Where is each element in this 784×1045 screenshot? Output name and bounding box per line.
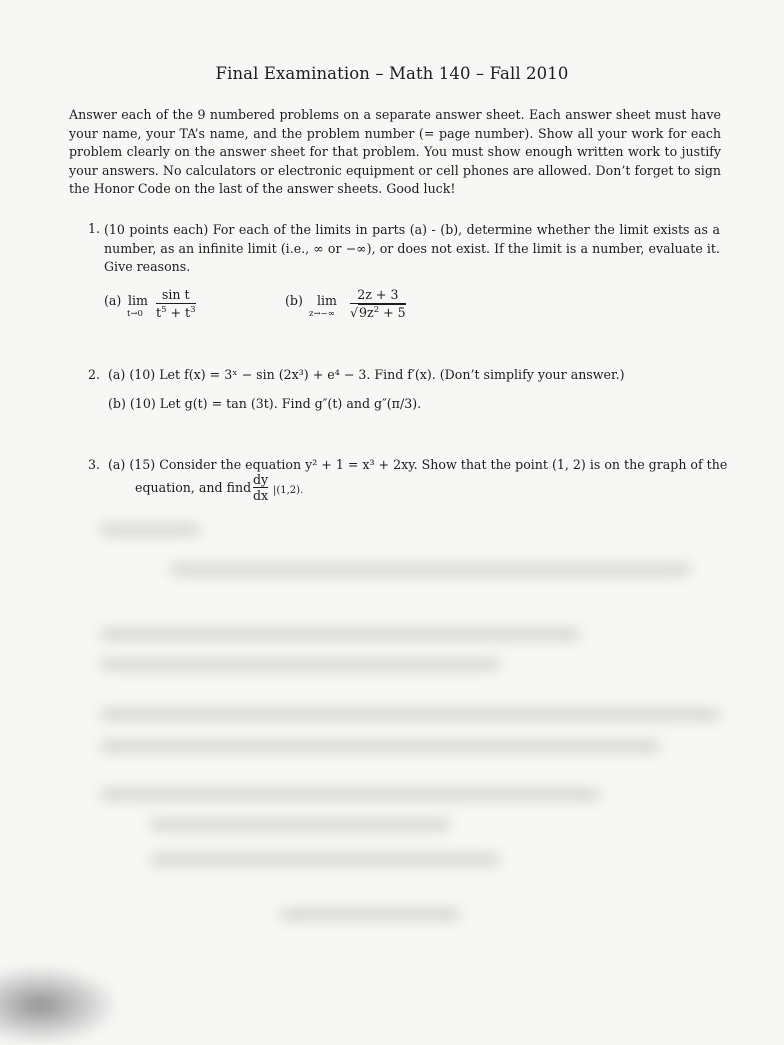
- problem-2-number: 2.: [88, 367, 101, 382]
- instructions-paragraph: Answer each of the 9 numbered problems on a separate answer sheet. Each answer sheet must have your name, your TA’s name, and the problem number (= page number). Show all your work for each problem clearly on the answer sheet for that problem. You must show enough written work to justify your answers. No calculators or electronic equipment or cell phones are allowed. Don’t forget to sign the Honor Code on the last of the answer sheets. Good luck!: [69, 107, 721, 196]
- limit-b-numerator: 2z + 3: [357, 287, 399, 302]
- dy-numerator: dy: [253, 472, 269, 487]
- dx-denominator: dx: [253, 488, 269, 503]
- limit-b-denominator: $√9z^2 + 5$: [350, 305, 406, 320]
- limit-a: [104, 287, 214, 323]
- problem-3a-text: (a) (15) Consider the equation y² + 1 = x³ + 2xy. Show that the point (1, 2) is on the graph of the: [108, 457, 728, 472]
- problem-1-number: 1.: [88, 221, 101, 236]
- blurred-content: [80, 510, 740, 940]
- limit-b-lim: lim: [317, 293, 337, 308]
- problem-3a-continuation: equation, and find: [135, 480, 252, 495]
- limit-b-subscript: z→−∞: [309, 309, 335, 319]
- limit-a-denominator: $t^5 + t^3$: [156, 305, 196, 320]
- problem-1-text: (10 points each) For each of the limits in parts (a) - (b), determine whether the limit exists as a number, as an infinite limit (i.e., ∞ or −∞), or does not exist. If the limit is a number, evaluate it. Give reasons.: [104, 222, 720, 274]
- limit-a-fraction: [156, 287, 196, 320]
- problem-3-number: 3.: [88, 457, 101, 472]
- limit-b-fraction: [350, 287, 406, 320]
- problem-2a-text: (a) (10) Let f(x) = 3ˣ − sin (2x³) + e⁴ − 3. Find f′(x). (Don’t simplify your answer.): [108, 367, 625, 382]
- limit-b: [285, 287, 415, 327]
- scan-shadow: [0, 965, 120, 1045]
- limit-a-label: (a): [104, 293, 122, 308]
- limit-a-numerator: sin t: [161, 287, 190, 302]
- evaluation-point: |(1,2).: [273, 485, 304, 496]
- limit-b-label: (b): [285, 293, 303, 308]
- page-title: Final Examination – Math 140 – Fall 2010: [215, 64, 569, 83]
- limit-a-subscript: t→0: [127, 309, 143, 319]
- limit-a-lim: lim: [128, 293, 148, 308]
- problem-2b-text: (b) (10) Let g(t) = tan (3t). Find g″(t) and g″(π/3).: [108, 396, 422, 411]
- dy-dx-fraction: [253, 472, 268, 503]
